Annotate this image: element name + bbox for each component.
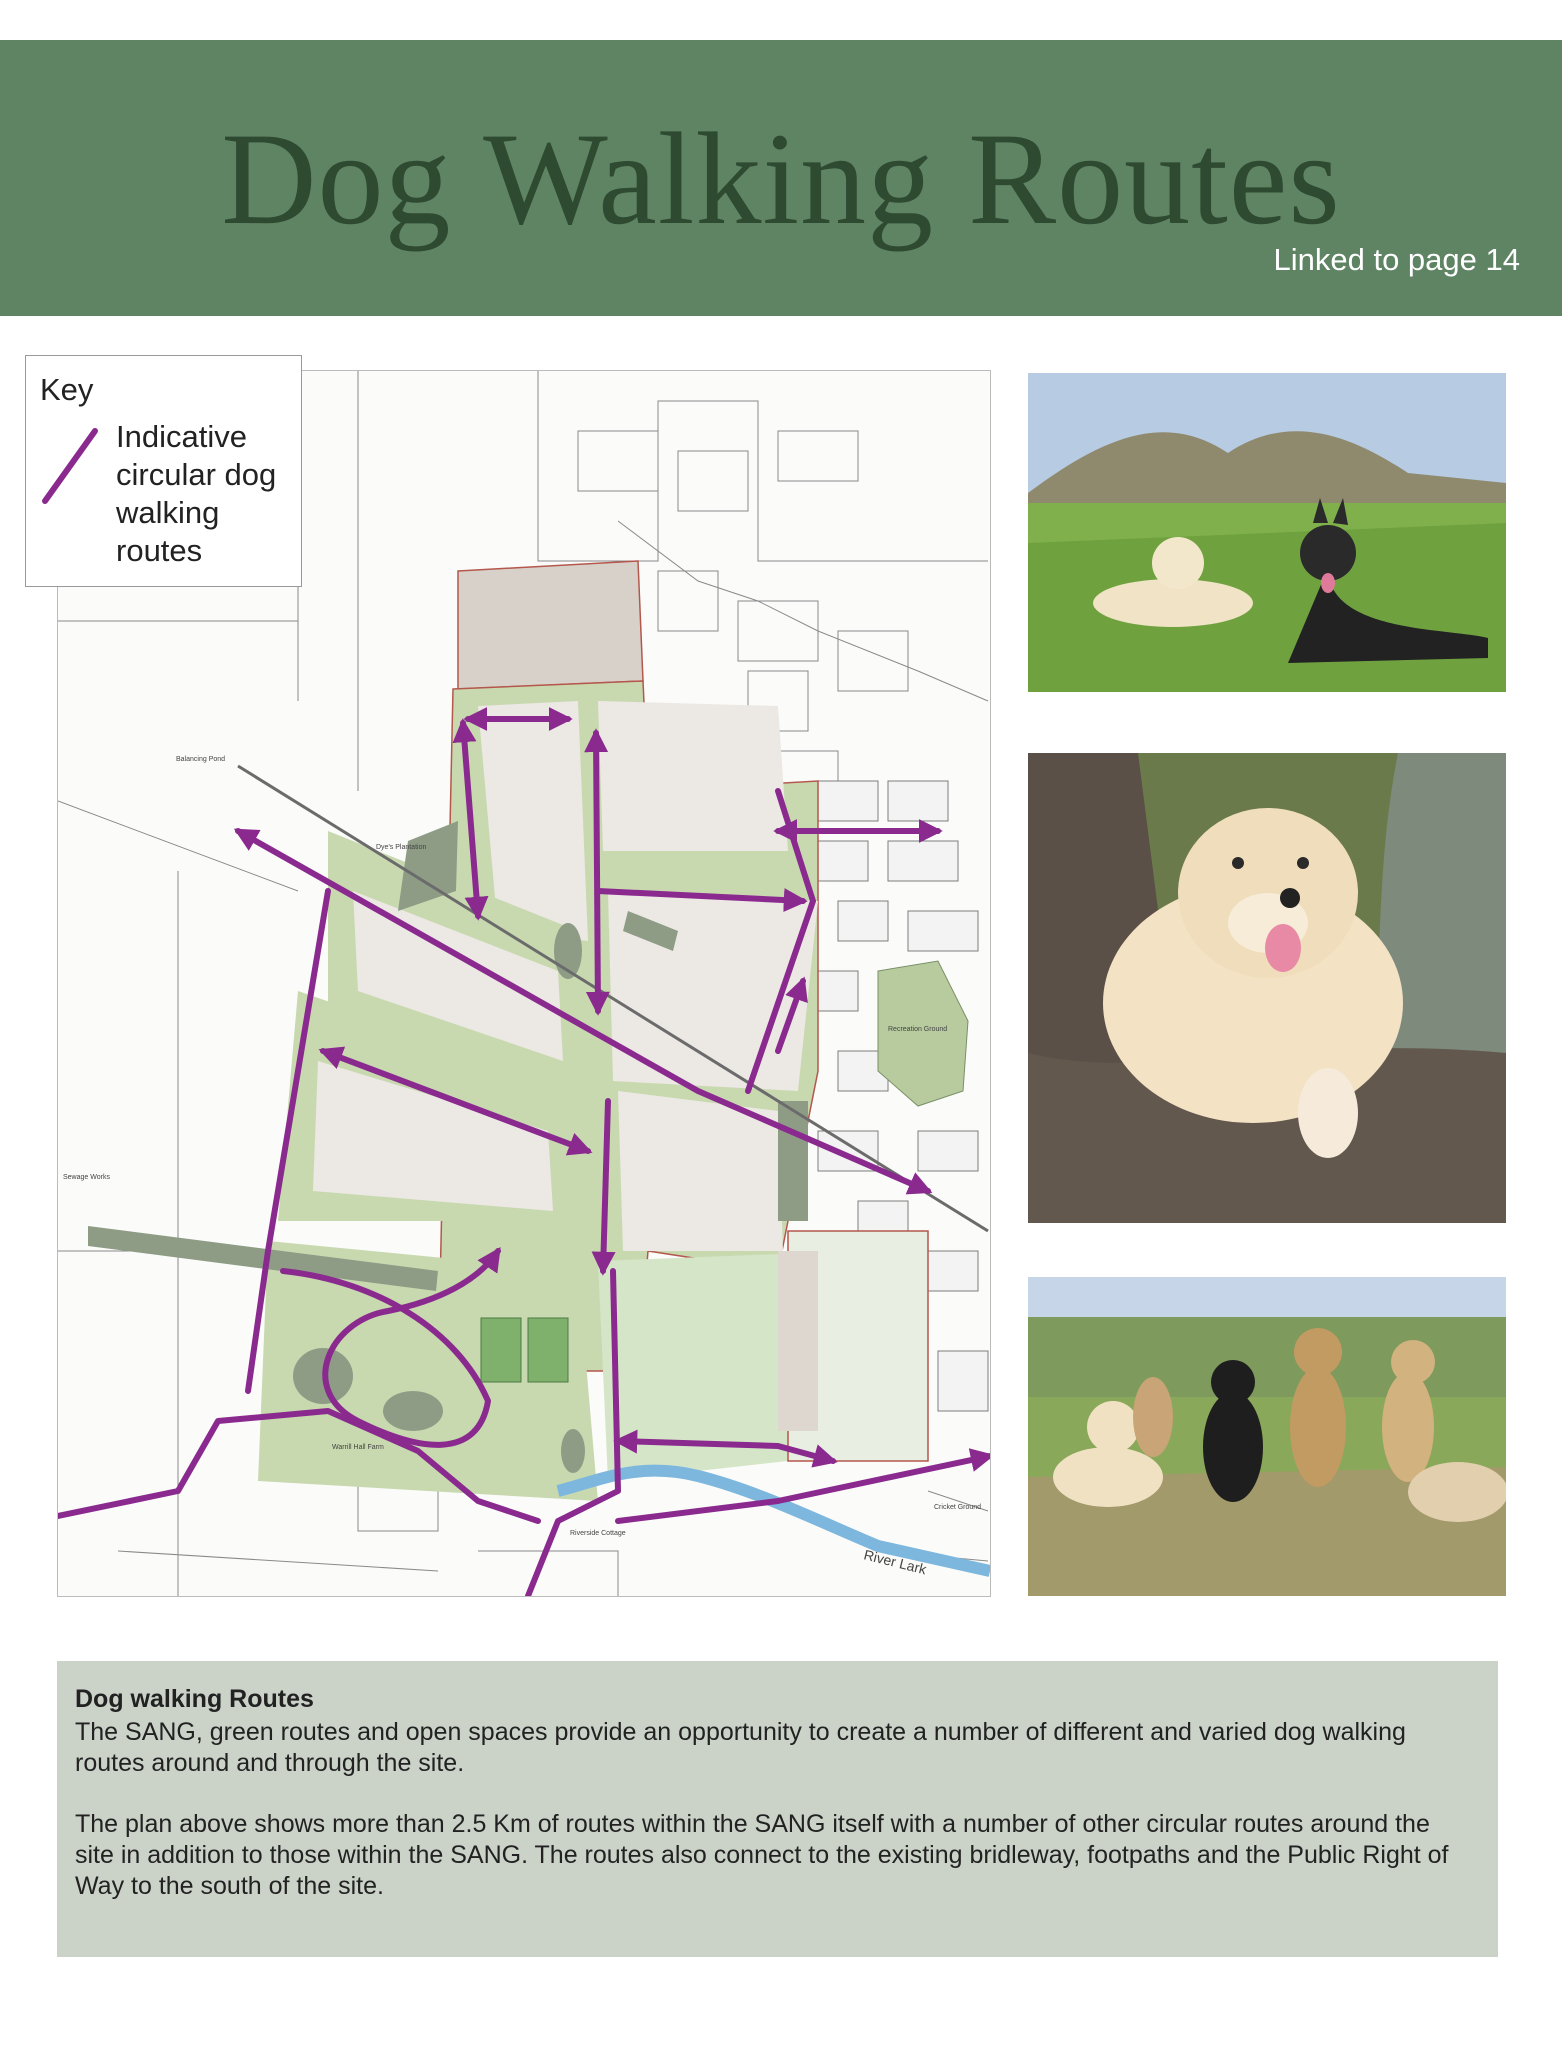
- recreation-ground: [878, 961, 968, 1106]
- label-plantation: Dye's Plantation: [376, 844, 427, 851]
- page-title: Dog Walking Routes: [221, 105, 1341, 252]
- label-river: River Lark: [862, 1546, 929, 1578]
- info-heading: Dog walking Routes: [75, 1685, 314, 1713]
- photo-group-of-dogs: [1028, 1277, 1506, 1596]
- label-cricket: Cricket Ground: [934, 1504, 982, 1511]
- map-key: [25, 355, 302, 587]
- label-sewage: Sewage Works: [63, 1174, 110, 1181]
- linked-page-note: Linked to page 14: [1273, 242, 1520, 277]
- header-banner: [0, 40, 1562, 316]
- label-farm: Warrill Hall Farm: [332, 1444, 384, 1451]
- key-title: Key: [40, 372, 94, 407]
- photo-two-dogs: [1028, 373, 1506, 692]
- info-paragraph-2: The plan above shows more than 2.5 Km of routes within the SANG itself with a number of other circular routes around the site in addition to those within the SANG. The routes also connect to the existing bridleway, footpaths and the Public Right of Way to the south of the site.: [75, 1810, 1449, 1900]
- key-route-label: Indicative circular dog walking routes: [116, 419, 277, 568]
- label-pond: Balancing Pond: [176, 756, 226, 763]
- route-line-icon: [40, 426, 100, 506]
- label-recreation: Recreation Ground: [888, 1026, 948, 1033]
- info-box: [57, 1661, 1498, 1957]
- info-paragraph-1: The SANG, green routes and open spaces provide an opportunity to create a number of different and varied dog walking routes around and through the site.: [75, 1718, 1406, 1777]
- photo-retriever-in-tree: [1028, 753, 1506, 1223]
- label-cottage: Riverside Cottage: [570, 1530, 626, 1537]
